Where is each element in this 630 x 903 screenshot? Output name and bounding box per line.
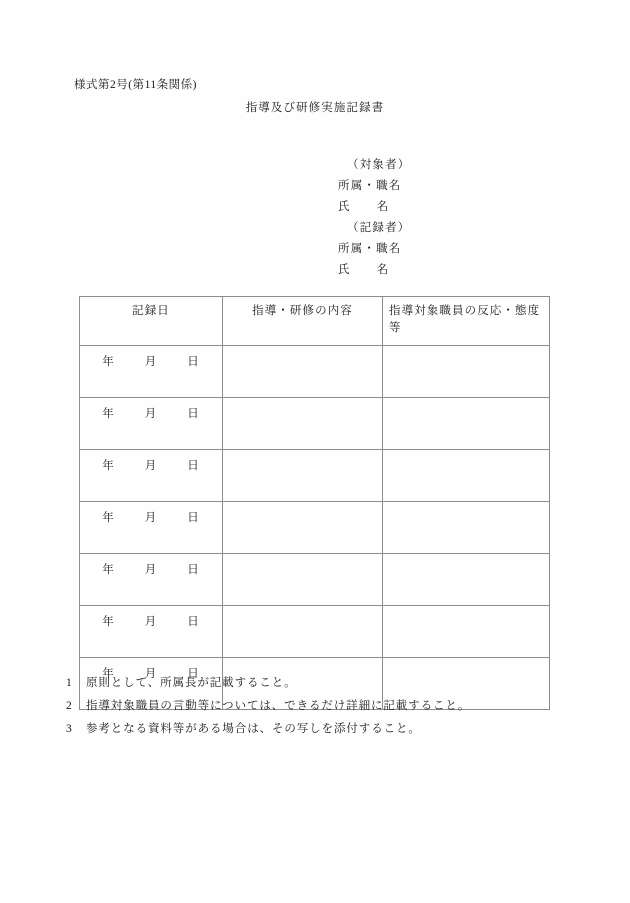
recorder-affiliation-label: 所属・職名: [338, 243, 402, 255]
date-month-label: 月: [144, 564, 158, 576]
date-year-label: 年: [102, 356, 115, 368]
table-row: [80, 502, 550, 554]
table-row: [80, 398, 550, 450]
note-item: [66, 718, 470, 741]
recorder-name-label-last: 名: [376, 264, 390, 276]
parties-block: [338, 155, 411, 281]
cell-date[interactable]: [80, 346, 223, 398]
date-year-label: 年: [102, 512, 115, 524]
date-day-label: 日: [187, 668, 200, 680]
subject-name-label: [338, 197, 411, 218]
form-number-label: 様式第2号(第11条関係): [74, 79, 197, 91]
cell-content[interactable]: [223, 606, 383, 658]
date-month-label: 月: [144, 356, 158, 368]
table-row: [80, 450, 550, 502]
cell-content[interactable]: [223, 554, 383, 606]
cell-date[interactable]: [80, 606, 223, 658]
cell-date[interactable]: [80, 554, 223, 606]
note-number: 1: [66, 677, 73, 689]
subject-name-label-last: 名: [376, 201, 390, 213]
note-number: 2: [66, 700, 73, 712]
cell-reaction[interactable]: [383, 346, 550, 398]
note-text: 参考となる資料等がある場合は、その写しを添付すること。: [86, 723, 421, 735]
cell-content[interactable]: [223, 450, 383, 502]
recorder-name-label-first: 氏: [338, 264, 351, 276]
date-year-label: 年: [102, 460, 115, 472]
column-header-date: 記録日: [80, 297, 223, 346]
table-row: [80, 554, 550, 606]
cell-content[interactable]: [223, 346, 383, 398]
cell-date[interactable]: [80, 502, 223, 554]
date-month-label: 月: [144, 408, 158, 420]
column-header-reaction: 指導対象職員の反応・態度等: [383, 297, 550, 346]
column-header-content: 指導・研修の内容: [223, 297, 383, 346]
date-month-label: 月: [144, 512, 158, 524]
date-month-label: 月: [144, 460, 158, 472]
subject-heading: （対象者）: [347, 159, 411, 171]
date-year-label: 年: [102, 616, 115, 628]
cell-reaction[interactable]: [383, 450, 550, 502]
note-text: 指導対象職員の言動等については、できるだけ詳細に記載すること。: [86, 700, 471, 712]
table-header-row: [80, 297, 550, 346]
note-item: [66, 672, 470, 695]
cell-content[interactable]: [223, 502, 383, 554]
note-number: 3: [66, 723, 73, 735]
subject-affiliation-label: 所属・職名: [338, 180, 402, 192]
table-row: [80, 606, 550, 658]
note-item: [66, 695, 470, 718]
page-title: 指導及び研修実施記録書: [245, 102, 385, 114]
cell-date[interactable]: [80, 450, 223, 502]
date-year-label: 年: [102, 668, 115, 680]
date-month-label: 月: [144, 616, 158, 628]
date-day-label: 日: [187, 408, 200, 420]
recorder-name-label: [338, 260, 411, 281]
cell-reaction[interactable]: [383, 502, 550, 554]
date-day-label: 日: [187, 512, 200, 524]
table-body: [80, 346, 550, 710]
recorder-heading: （記録者）: [347, 222, 411, 234]
date-year-label: 年: [102, 564, 115, 576]
table-header: [80, 297, 550, 346]
date-day-label: 日: [187, 616, 200, 628]
cell-reaction[interactable]: [383, 554, 550, 606]
subject-name-label-first: 氏: [338, 201, 351, 213]
date-day-label: 日: [187, 356, 200, 368]
date-day-label: 日: [187, 460, 200, 472]
date-day-label: 日: [187, 564, 200, 576]
cell-date[interactable]: [80, 398, 223, 450]
cell-reaction[interactable]: [383, 606, 550, 658]
note-text: 原則として、所属長が記載すること。: [86, 677, 297, 689]
date-month-label: 月: [144, 668, 158, 680]
notes-list: [66, 672, 470, 741]
cell-reaction[interactable]: [383, 398, 550, 450]
table-row: [80, 346, 550, 398]
record-table: [79, 296, 550, 710]
cell-content[interactable]: [223, 398, 383, 450]
date-year-label: 年: [102, 408, 115, 420]
